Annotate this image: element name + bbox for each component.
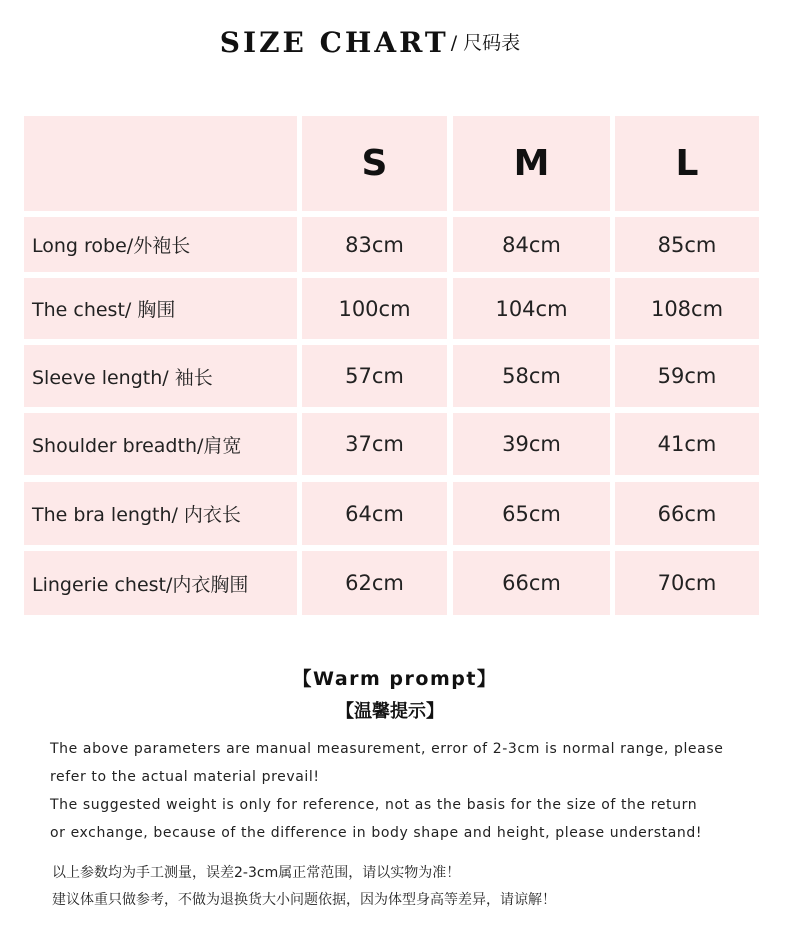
row-label-long-robe: Long robe/外袍长: [24, 217, 297, 272]
warm-prompt-heading-chinese: 【温馨提示】: [336, 701, 444, 722]
cell-sleeve-length-m: 58cm: [453, 345, 610, 407]
row-label-bra-length: The bra length/ 内衣长: [24, 482, 297, 545]
note-line-cn-1: 以上参数均为手工测量，误差2-3cm属正常范围，请以实物为准！: [52, 865, 461, 881]
cell-bra-length-l: 66cm: [615, 482, 759, 545]
cell-long-robe-l: 85cm: [615, 217, 759, 272]
cell-lingerie-chest-l: 70cm: [615, 551, 759, 615]
cell-shoulder-breadth-m: 39cm: [453, 413, 610, 475]
cell-shoulder-breadth-l: 41cm: [615, 413, 759, 475]
header-size-l: L: [615, 116, 759, 211]
cell-sleeve-length-l: 59cm: [615, 345, 759, 407]
cell-lingerie-chest-m: 66cm: [453, 551, 610, 615]
note-line-en-2: refer to the actual material prevail!: [50, 769, 320, 785]
title-chinese: / 尺码表: [450, 32, 521, 54]
note-line-cn-2: 建议体重只做参考，不做为退换货大小问题依据，因为体型身高等差异，请谅解！: [52, 892, 556, 908]
cell-bra-length-s: 64cm: [302, 482, 447, 545]
cell-chest-s: 100cm: [302, 278, 447, 339]
note-line-en-3: The suggested weight is only for reference, not as the basis for the size of the return: [50, 797, 698, 813]
note-line-en-4: or exchange, because of the difference in body shape and height, please understand!: [50, 825, 703, 841]
cell-bra-length-m: 65cm: [453, 482, 610, 545]
cell-chest-m: 104cm: [453, 278, 610, 339]
cell-long-robe-m: 84cm: [453, 217, 610, 272]
cell-chest-l: 108cm: [615, 278, 759, 339]
header-size-m: M: [453, 116, 610, 211]
row-label-chest: The chest/ 胸围: [24, 278, 297, 339]
header-empty-cell: [24, 116, 297, 211]
header-size-s: S: [302, 116, 447, 211]
warm-prompt-heading: 【Warm prompt】: [292, 668, 498, 690]
row-label-lingerie-chest: Lingerie chest/内衣胸围: [24, 551, 297, 615]
cell-shoulder-breadth-s: 37cm: [302, 413, 447, 475]
row-label-shoulder-breadth: Shoulder breadth/肩宽: [24, 413, 297, 475]
cell-long-robe-s: 83cm: [302, 217, 447, 272]
cell-sleeve-length-s: 57cm: [302, 345, 447, 407]
size-chart-title: [0, 26, 740, 59]
title-english: SIZE CHART: [219, 26, 449, 59]
cell-lingerie-chest-s: 62cm: [302, 551, 447, 615]
row-label-sleeve-length: Sleeve length/ 袖长: [24, 345, 297, 407]
note-line-en-1: The above parameters are manual measurement, error of 2-3cm is normal range, please: [50, 741, 724, 757]
